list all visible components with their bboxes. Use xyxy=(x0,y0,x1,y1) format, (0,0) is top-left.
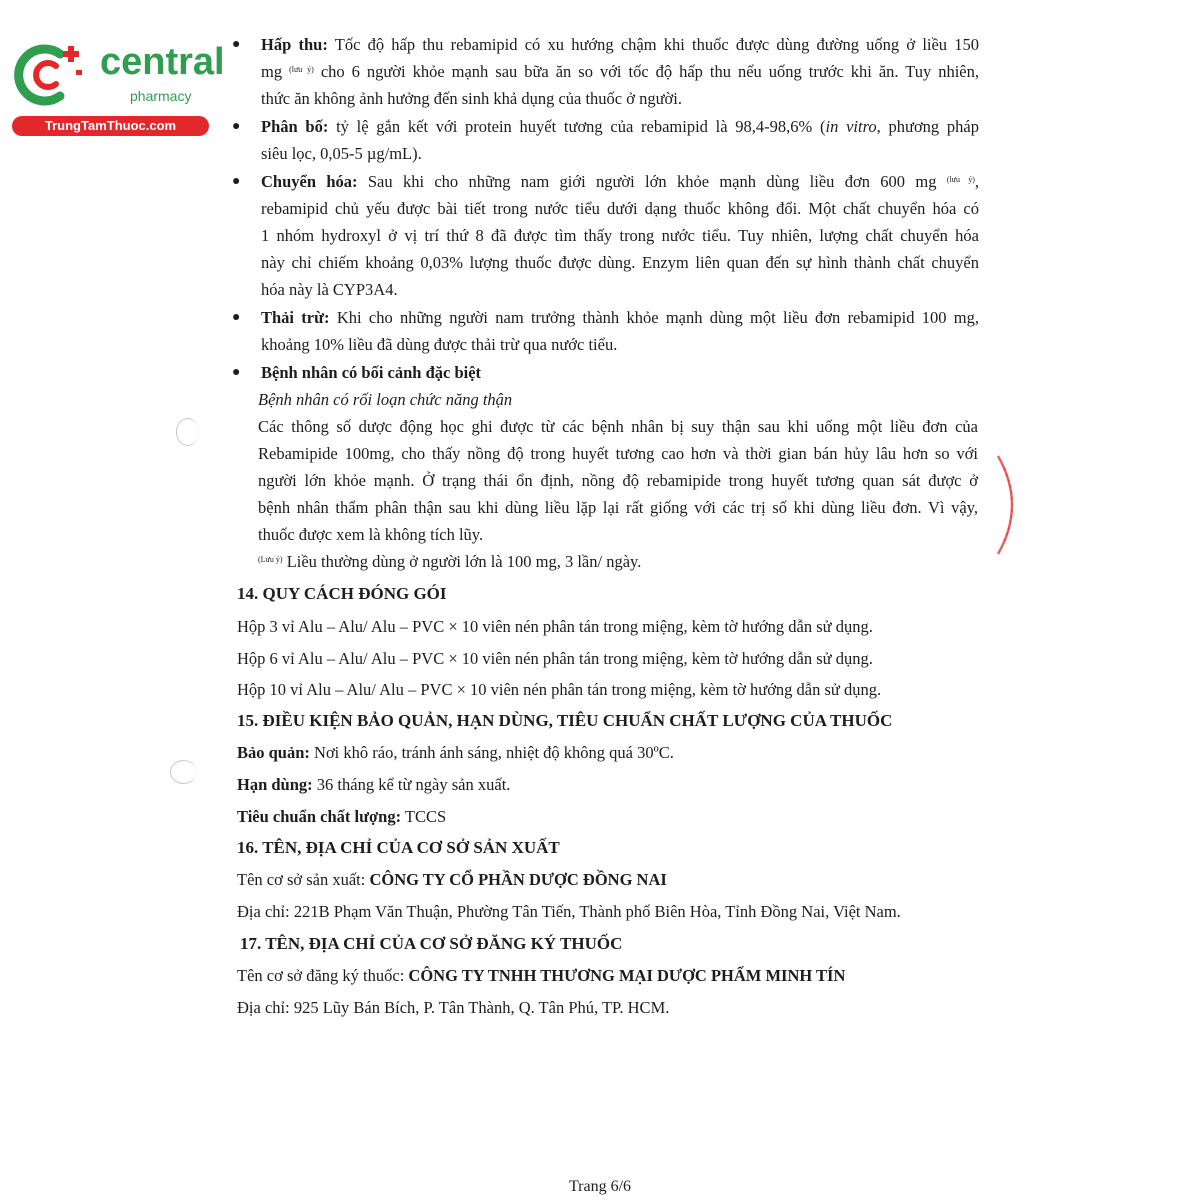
phan-bo-line-2: siêu lọc, 0,05-5 µg/mL). xyxy=(261,144,422,163)
dac-biet-line-1: Các thông số dược động học ghi được từ các bệnh nhân bị suy thận sau khi uống một liều đơn của xyxy=(258,417,978,436)
chuyen-hoa-line-1 xyxy=(261,171,979,193)
storage-line xyxy=(237,742,674,764)
thai-tru-text-1: Khi cho những người nam trưởng thành khỏe mạnh dùng một liều đơn rebamipid 100 mg, xyxy=(336,308,980,327)
bullet: ● xyxy=(232,310,241,325)
registrant-line xyxy=(237,965,845,987)
manufacturer-label: Tên cơ sở sản xuất: xyxy=(237,870,366,889)
hap-thu-text-2a: mg xyxy=(261,62,283,81)
chuyen-hoa-text-1a: Sau khi cho những nam giới người lớn khỏe mạnh dùng liều đơn 600 mg xyxy=(367,172,937,191)
bullet: ● xyxy=(232,119,241,134)
chuyen-hoa-line-3: 1 nhóm hydroxyl ở vị trí thứ 8 đã được tìm thấy trong nước tiểu. Tuy nhiên, lượng chất chuyển hóa xyxy=(261,226,979,245)
shelf-life-label: Hạn dùng: xyxy=(237,775,313,794)
manufacturer-name: CÔNG TY CỔ PHẦN DƯỢC ĐỒNG NAI xyxy=(369,870,667,889)
thai-tru-label: Thải trừ: xyxy=(261,308,330,327)
shelf-life-value: 36 tháng kể từ ngày sản xuất. xyxy=(316,775,511,794)
manufacturer-address: Địa chỉ: 221B Phạm Văn Thuận, Phường Tân Tiến, Thành phố Biên Hòa, Tỉnh Đồng Nai, Việt Nam. xyxy=(237,902,901,921)
hap-thu-line-2 xyxy=(261,61,979,83)
logo-sub: pharmacy xyxy=(130,88,192,104)
quality-standard-label: Tiêu chuẩn chất lượng: xyxy=(237,807,402,826)
section-14-heading: 14. QUY CÁCH ĐÓNG GÓI xyxy=(237,584,447,603)
logo-brand: central xyxy=(100,41,225,83)
bullet: ● xyxy=(232,174,241,189)
bullet: ● xyxy=(232,365,241,380)
hap-thu-text-2b: cho 6 người khỏe mạnh sau bữa ăn so với tốc độ hấp thu nếu uống trước khi ăn. Tuy nhiên, xyxy=(320,62,980,81)
dac-biet-heading: Bệnh nhân có bối cảnh đặc biệt xyxy=(261,363,482,382)
note-marker: (Lưu ý) xyxy=(258,555,283,564)
dac-biet-line-3: người lớn khỏe mạnh. Ở trạng thái ổn định, nồng độ rebamipide trong huyết tương quan sát được ở xyxy=(258,471,978,490)
hap-thu-line-3: thức ăn không ảnh hưởng đến sinh khả dụng của thuốc ở người. xyxy=(261,89,682,108)
chuyen-hoa-line-4: này chỉ chiếm khoảng 0,03% lượng thuốc được dùng. Enzym liên quan đến sự hình thành chất chuyển xyxy=(261,253,979,272)
section-17-heading: 17. TÊN, ĐỊA CHỈ CỦA CƠ SỞ ĐĂNG KÝ THUỐC xyxy=(240,934,623,953)
storage-label: Bảo quản: xyxy=(237,743,310,762)
packaging-item: Hộp 3 vỉ Alu – Alu/ Alu – PVC × 10 viên nén phân tán trong miệng, kèm tờ hướng dẫn sử dụng. xyxy=(237,617,873,636)
dac-biet-subheading: Bệnh nhân có rối loạn chức năng thận xyxy=(258,390,513,409)
chuyen-hoa-label: Chuyển hóa: xyxy=(261,172,358,191)
phan-bo-text-1a: tỷ lệ gắn kết với protein huyết tương của rebamipid là 98,4-98,6% ( xyxy=(336,117,826,136)
manufacturer-line xyxy=(237,869,667,891)
chuyen-hoa-line-5: hóa này là CYP3A4. xyxy=(261,280,398,299)
bullet: ● xyxy=(232,37,241,52)
registrant-label: Tên cơ sở đăng ký thuốc: xyxy=(237,966,405,985)
storage-value: Nơi khô ráo, tránh ánh sáng, nhiệt độ không quá 30ºC. xyxy=(314,743,674,762)
phan-bo-line-1 xyxy=(261,116,979,138)
phan-bo-text-1b: , phương pháp xyxy=(876,117,979,136)
section-15-heading: 15. ĐIỀU KIỆN BẢO QUẢN, HẠN DÙNG, TIÊU CHUẨN CHẤT LƯỢNG CỦA THUỐC xyxy=(237,711,893,730)
phan-bo-italic: in vitro xyxy=(825,117,877,136)
quality-standard-line xyxy=(237,806,446,828)
page-number: Trang 6/6 xyxy=(568,1178,632,1195)
chuyen-hoa-text-1b: , xyxy=(974,172,979,191)
hap-thu-line-1 xyxy=(261,34,979,56)
hap-thu-text-1: Tốc độ hấp thu rebamipid có xu hướng chậm khi thuốc được dùng đường uống ở liều 150 xyxy=(334,35,980,54)
dac-biet-line-2: Rebamipide 100mg, cho thấy nồng độ trong huyết tương cao hơn và thời gian bán hủy lâu hơn so với xyxy=(258,444,978,463)
logo-site-banner: TrungTamThuoc.com xyxy=(12,116,209,136)
note-marker: (lưu ý) xyxy=(289,65,314,74)
section-16-heading: 16. TÊN, ĐỊA CHỈ CỦA CƠ SỞ SẢN XUẤT xyxy=(237,838,560,857)
chuyen-hoa-line-2: rebamipid chủ yếu được bài tiết trong nước tiểu dưới dạng thuốc không đổi. Một chất chuyển hóa có xyxy=(261,199,979,218)
thai-tru-line-2: khoảng 10% liều đã dùng được thải trừ qua nước tiểu. xyxy=(261,335,618,354)
quality-standard-value: TCCS xyxy=(404,807,447,826)
dac-biet-line-5: thuốc được xem là không tích lũy. xyxy=(258,525,484,544)
dosage-note xyxy=(258,551,641,573)
thai-tru-line-1 xyxy=(261,307,979,329)
packaging-item: Hộp 10 vỉ Alu – Alu/ Alu – PVC × 10 viên nén phân tán trong miệng, kèm tờ hướng dẫn sử dụng. xyxy=(237,680,882,699)
packaging-item: Hộp 6 vỉ Alu – Alu/ Alu – PVC × 10 viên nén phân tán trong miệng, kèm tờ hướng dẫn sử dụng. xyxy=(237,649,873,668)
shelf-life-line xyxy=(237,774,510,796)
dosage-note-text: Liều thường dùng ở người lớn là 100 mg, 3 lần/ ngày. xyxy=(286,552,642,571)
hap-thu-label: Hấp thu: xyxy=(261,35,328,54)
dac-biet-line-4: bệnh nhân thẩm phân thận sau khi dùng liều lặp lại rất giống với các trị số khi dùng liều đơn. Vì vậy, xyxy=(258,498,978,517)
registrant-address: Địa chỉ: 925 Lũy Bán Bích, P. Tân Thành, Q. Tân Phú, TP. HCM. xyxy=(237,998,670,1017)
note-marker: (lưu ý) xyxy=(946,175,975,184)
registrant-name: CÔNG TY TNHH THƯƠNG MẠI DƯỢC PHẨM MINH TÍN xyxy=(408,966,846,985)
phan-bo-label: Phân bố: xyxy=(261,117,329,136)
